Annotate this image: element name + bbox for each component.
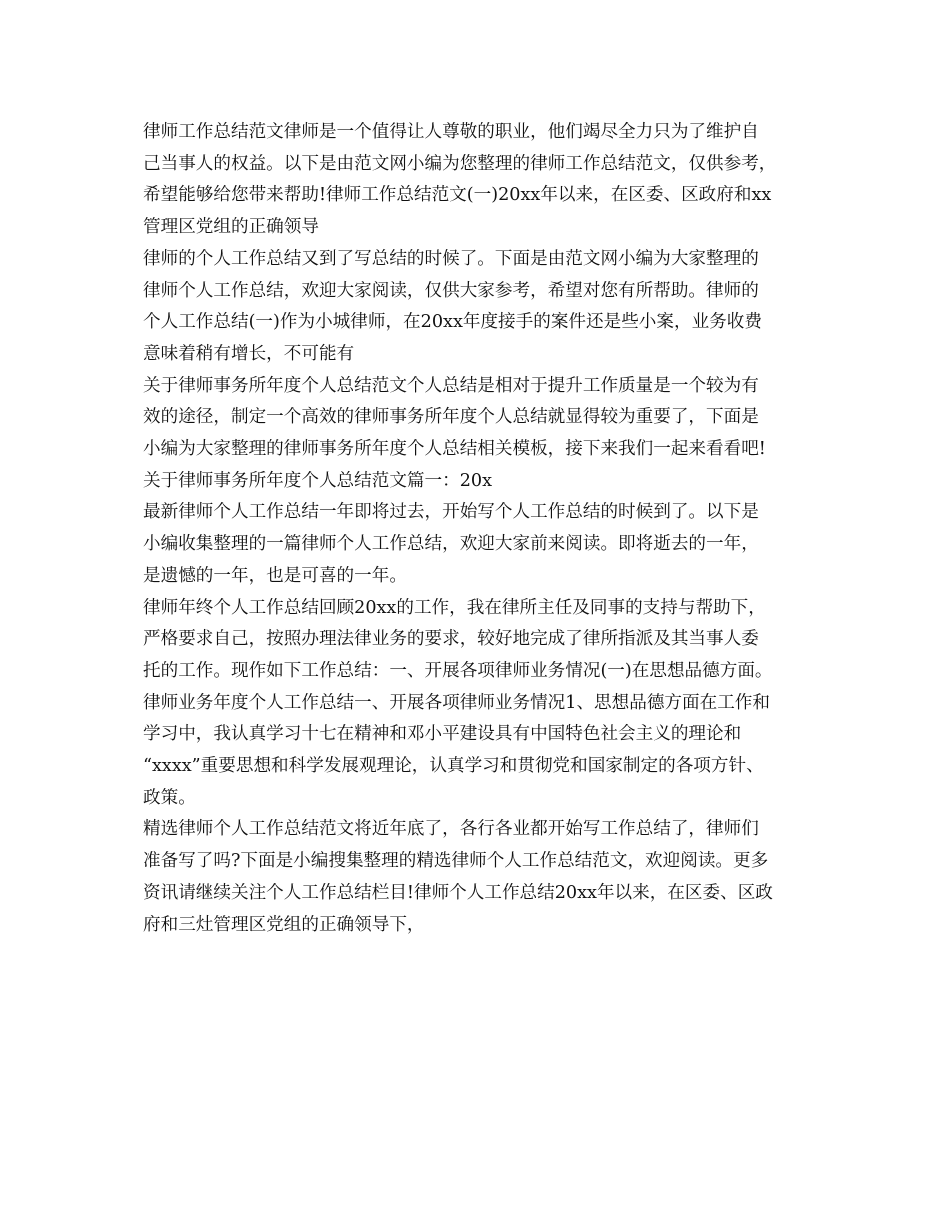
text-line: 准备写了吗?下面是小编搜集整理的精选律师个人工作总结范文，欢迎阅读。更多 bbox=[143, 851, 769, 872]
text-line: 是遗憾的一年，也是可喜的一年。 bbox=[143, 565, 407, 586]
text-line: 个人工作总结(一)作为小城律师，在20xx年度接手的案件还是些小案，业务收费 bbox=[143, 312, 762, 333]
text-line: 关于律师事务所年度个人总结范文篇一：20x bbox=[143, 470, 492, 491]
text-line: 小编收集整理的一篇律师个人工作总结，欢迎大家前来阅读。即将逝去的一年， bbox=[143, 534, 759, 555]
text-line: 小编为大家整理的律师事务所年度个人总结相关模板，接下来我们一起来看看吧! bbox=[143, 439, 766, 460]
text-line: 托的工作。现作如下工作总结：一、开展各项律师业务情况(一)在思想品德方面。 bbox=[143, 660, 773, 681]
text-line: 律师业务年度个人工作总结一、开展各项律师业务情况1、思想品德方面在工作和 bbox=[143, 692, 770, 713]
document-body bbox=[143, 117, 823, 941]
text-line: 关于律师事务所年度个人总结范文个人总结是相对于提升工作质量是一个较为有 bbox=[143, 375, 759, 396]
text-line: 管理区党组的正确领导 bbox=[143, 217, 319, 238]
paragraph-5 bbox=[143, 593, 823, 688]
text-line: 资讯请继续关注个人工作总结栏目!律师个人工作总结20xx年以来，在区委、区政 bbox=[143, 882, 773, 903]
paragraph-1 bbox=[143, 117, 823, 244]
text-line: 政策。 bbox=[143, 787, 196, 808]
text-line: 希望能够给您带来帮助!律师工作总结范文(一)20xx年以来，在区委、区政府和xx bbox=[143, 185, 772, 206]
text-line: 效的途径，制定一个高效的律师事务所年度个人总结就显得较为重要了，下面是 bbox=[143, 407, 759, 428]
text-line: 律师个人工作总结，欢迎大家阅读，仅供大家参考，希望对您有所帮助。律师的 bbox=[143, 280, 759, 301]
paragraph-2 bbox=[143, 244, 823, 371]
text-line: 学习中，我认真学习十七在精神和邓小平建设具有中国特色社会主义的理论和 bbox=[143, 724, 742, 745]
paragraph-7 bbox=[143, 814, 823, 941]
text-line: 律师的个人工作总结又到了写总结的时候了。下面是由范文网小编为大家整理的 bbox=[143, 248, 759, 269]
paragraph-3 bbox=[143, 371, 823, 498]
text-line: 精选律师个人工作总结范文将近年底了，各行各业都开始写工作总结了，律师们 bbox=[143, 819, 759, 840]
paragraph-4 bbox=[143, 497, 823, 592]
text-line: 律师工作总结范文律师是一个值得让人尊敬的职业，他们竭尽全力只为了维护自 bbox=[143, 122, 759, 142]
text-line: 严格要求自己，按照办理法律业务的要求，较好地完成了律所指派及其当事人委 bbox=[143, 629, 759, 650]
text-line: 最新律师个人工作总结一年即将过去，开始写个人工作总结的时候到了。以下是 bbox=[143, 502, 759, 523]
text-line: 意味着稍有增长，不可能有 bbox=[143, 343, 355, 364]
text-line: 己当事人的权益。以下是由范文网小编为您整理的律师工作总结范文，仅供参考， bbox=[143, 153, 777, 174]
paragraph-6 bbox=[143, 688, 823, 815]
text-line: 府和三灶管理区党组的正确领导下， bbox=[143, 914, 425, 935]
text-line: “xxxx”重要思想和科学发展观理论，认真学习和贯彻党和国家制定的各项方针、 bbox=[143, 756, 764, 777]
text-line: 律师年终个人工作总结回顾20xx的工作，我在律所主任及同事的支持与帮助下， bbox=[143, 597, 766, 618]
